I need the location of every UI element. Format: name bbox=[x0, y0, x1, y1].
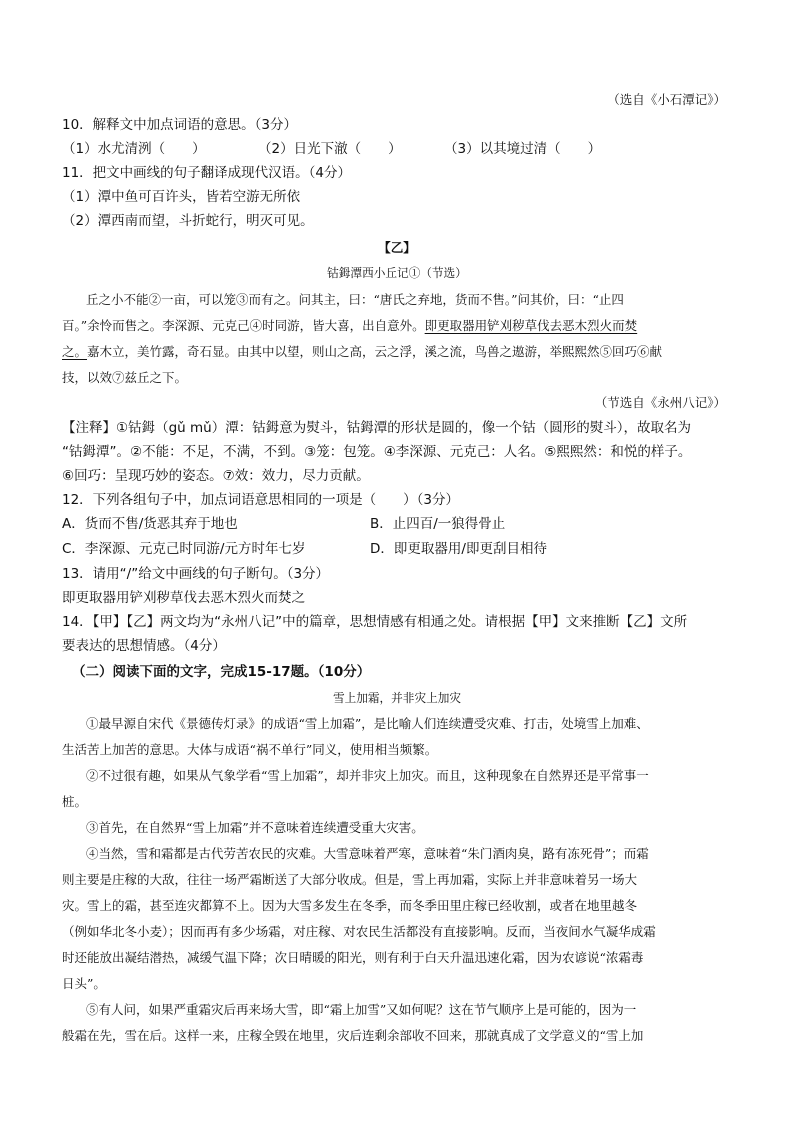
question-10-stem: 10．解释文中加点词语的意思。（3分） bbox=[62, 117, 298, 133]
question-12-option-b: B．止四百/一狼得骨止 bbox=[370, 516, 506, 532]
question-10-item-3: （3）以其境过清（ ） bbox=[444, 141, 602, 157]
paragraph-2-line-2: 桩。 bbox=[62, 794, 88, 809]
annotation-line-2: “钴鉧潭”。②不能：不足，不满，不到。③笼：包笼。④李深源、元克己：人名。⑤熙熙然：和悦的样子。 bbox=[62, 444, 692, 460]
paragraph-1-line-2: 生活苦上加苦的意思。大体与成语“祸不单行”同义，使用相当频繁。 bbox=[62, 742, 438, 757]
underlined-sentence-part-2: 之。 bbox=[62, 344, 88, 359]
question-13-stem: 13．请用“/”给文中画线的句子断句。（3分） bbox=[62, 566, 330, 582]
passage-b-line-2 bbox=[62, 316, 637, 336]
paragraph-4-line-4: （例如华北冬小麦）；因而再有多少场霜，对庄稼、对农民生活都没有直接影响。反而，当夜间水气凝华成霜 bbox=[62, 924, 656, 939]
question-13-sentence: 即更取器用铲刈秽草伐去恶木烈火而焚之 bbox=[62, 590, 305, 606]
passage-b-line-4: 技，以效⑦兹丘之下。 bbox=[62, 370, 188, 385]
article-title: 雪上加霜，并非灾上加灾 bbox=[332, 691, 462, 705]
question-12-stem: 12．下列各组句子中，加点词语意思相同的一项是（ ）（3分） bbox=[62, 492, 460, 508]
paragraph-5-line-2: 般霜在先，雪在后。这样一来，庄稼全毁在地里，灾后连剩余部收不回来，那就真成了文学意义的“雪上加 bbox=[62, 1028, 644, 1043]
passage-b-title: 钴鉧潭西小丘记①（节选） bbox=[327, 266, 467, 280]
paragraph-3-line-1: ③首先，在自然界“雪上加霜”并不意味着连续遭受重大灾害。 bbox=[86, 820, 424, 835]
question-11-stem: 11．把文中画线的句子翻译成现代汉语。（4分） bbox=[62, 165, 352, 181]
section-2-heading: （二）阅读下面的文字，完成15-17题。（10分） bbox=[72, 664, 371, 680]
question-10-item-1: （1）水尤清洌（ ） bbox=[62, 141, 206, 157]
paragraph-1-line-1: ①最早源自宋代《景德传灯录》的成语“雪上加霜”，是比喻人们连续遭受灾难、打击，处境雪上加难、 bbox=[86, 716, 649, 731]
passage-b-label: 【乙】 bbox=[378, 240, 416, 255]
source-yongzhou-baji: （节选自《永州八记》） bbox=[594, 395, 726, 410]
annotation-line-1: 【注释】①钴鉧（gǔ mǔ）潭：钴鉧意为熨斗，钴鉧潭的形状是圆的，像一个钴（圆形的熨斗），故取名为 bbox=[62, 420, 691, 436]
paragraph-2-line-1: ②不过很有趣，如果从气象学看“雪上加霜”，却并非灾上加灾。而且，这种现象在自然界还是平常事一 bbox=[86, 768, 649, 783]
question-14-line-2: 要表达的思想情感。（4分） bbox=[62, 638, 226, 654]
paragraph-5-line-1: ⑤有人问，如果严重霜灾后再来场大雪，即“霜上加雪”又如何呢？这在节气顺序上是可能的，因为一 bbox=[86, 1002, 637, 1017]
source-xiaoshitanji: （选自《小石潭记》） bbox=[607, 92, 726, 107]
question-14-line-1: 14．【甲】【乙】两文均为“永州八记”中的篇章，思想情感有相通之处。请根据【甲】文来推断【乙】文所 bbox=[62, 614, 688, 630]
passage-b-line-3-text: 嘉木立，美竹露，奇石显。由其中以望，则山之高，云之浮，溪之流，鸟兽之遨游，举熙熙然⑤回巧⑥献 bbox=[87, 344, 663, 359]
paragraph-4-line-3: 灾。雪上的霜，甚至连灾都算不上。因为大雪多发生在冬季，而冬季田里庄稼已经收割，或者在地里越冬 bbox=[62, 898, 638, 913]
passage-b-line-3 bbox=[62, 342, 662, 362]
passage-b-line-2-text: 百。”余怜而售之。李深源、元克己④时同游，皆大喜，出自意外。 bbox=[62, 318, 425, 333]
question-10-item-2: （2）日光下澈（ ） bbox=[258, 141, 402, 157]
paragraph-4-line-5: 时还能放出凝结潜热，减缓气温下降；次日晴暖的阳光，则有利于白天升温迅速化霜，因为农谚说“浓霜毒 bbox=[62, 950, 644, 965]
annotation-line-3: ⑥回巧：呈现巧妙的姿态。⑦效：效力，尽力贡献。 bbox=[62, 468, 370, 484]
question-11-item-1: （1）潭中鱼可百许头，皆若空游无所依 bbox=[62, 189, 301, 205]
paragraph-4-line-1: ④当然，雪和霜都是古代劳苦农民的灾难。大雪意味着严寒，意味着“朱门酒肉臭，路有冻死骨”；而霜 bbox=[86, 846, 649, 861]
underlined-sentence-part-1: 即更取器用铲刈秽草伐去恶木烈火而焚 bbox=[424, 318, 638, 333]
question-12-option-d: D．即更取器用/即更刮目相待 bbox=[370, 541, 547, 557]
paragraph-4-line-6: 日头”。 bbox=[62, 976, 106, 991]
question-11-item-2: （2）潭西南而望，斗折蛇行，明灭可见。 bbox=[62, 213, 314, 229]
question-12-option-a: A．货而不售/货恶其弃于地也 bbox=[62, 516, 238, 532]
passage-b-line-1: 丘之小不能②一亩，可以笼③而有之。问其主，曰：“唐氏之弃地，货而不售。”问其价，曰：“止四 bbox=[86, 292, 624, 307]
question-12-option-c: C．李深源、元克己时同游/元方时年七岁 bbox=[62, 541, 306, 557]
paragraph-4-line-2: 则主要是庄稼的大敌，往往一场严霜断送了大部分收成。但是，雪上再加霜，实际上并非意味着另一场大 bbox=[62, 872, 638, 887]
